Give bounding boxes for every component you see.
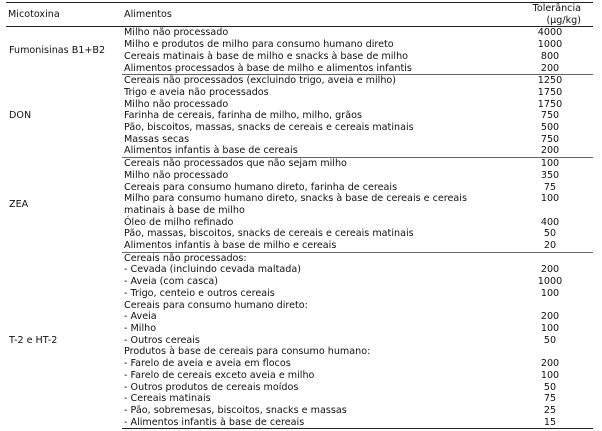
tolerance-cell: 200 [540,311,560,323]
food-cell: Produtos à base de cereais para consumo humano: [124,346,371,358]
food-cell: - Outros produtos de cereais moídos [124,381,299,393]
food-cell: - Outros cereais [124,334,200,346]
food-cell: - Milho [124,322,157,334]
table-row [6,158,593,170]
food-cell: - Aveia [124,311,157,323]
table-row [6,75,593,87]
header-tolerance: Tolerância (µg/kg) [507,3,593,27]
tolerance-cell: 1750 [537,86,563,98]
food-cell: - Cevada (incluindo cevada maltada) [124,264,301,276]
food-cell: Alimentos infantis à base de milho e cereais [122,240,507,252]
table-row [6,252,593,264]
food-cell: - Pão, sobremesas, biscoitos, snacks e massas [124,404,347,416]
food-cell: Pão, biscoitos, massas, snacks de cereais e cereais matinais [124,122,414,134]
tolerance-cell: 75 [543,393,557,405]
tolerance-cell: 50 [543,381,557,393]
food-cell: Milho não processado [124,98,229,110]
tolerance-cell: 20 [507,240,593,252]
food-cell: Cereais para consumo humano direto, farinha de cereais [124,181,398,193]
table-body [6,27,593,429]
tolerance-cell: 400 [540,216,560,228]
food-cell: Cereais não processados: [124,252,247,264]
tolerance-cell: 15 [507,417,593,429]
header-foods: Alimentos [122,3,507,27]
mycotoxin-name: Fumonisinas B1+B2 [9,45,106,57]
food-cell: - Aveia (com casca) [124,276,219,288]
tolerance-cell: 200 [507,145,593,157]
header-row [6,3,593,27]
mycotoxin-name: T-2 e HT-2 [9,334,58,346]
food-cell: Cereais para consumo humano direto: [124,299,308,311]
food-cell: Farinha de cereais, farinha de milho, milho, grãos [124,110,362,122]
food-cell: Trigo e aveia não processados [124,86,269,98]
mycotoxin-name: DON [9,110,32,122]
header-mycotoxin: Micotoxina [6,3,122,27]
tolerance-cell: 750 [540,110,560,122]
tolerance-cell: 25 [543,404,557,416]
food-cell: Cereais matinais à base de milho e snacks à base de milho [124,50,409,62]
food-cell: Massas secas [124,133,190,145]
food-cell: - Trigo, centeio e outros cereais [124,287,275,299]
tolerance-cell [507,300,593,312]
food-cell: Cereais não processados que não sejam milho [124,158,347,170]
food-cell: - Alimentos infantis à base de cereais [122,417,507,429]
food-cell: Alimentos infantis à base de cereais [122,145,507,157]
food-cell: - Farelo de aveia e aveia em flocos [124,358,291,370]
food-cell: Milho não processado [124,27,229,39]
food-cell: Milho e produtos de milho para consumo humano direto [124,39,394,51]
tolerance-cell: 100 [540,369,560,381]
tolerance-cell: 50 [543,334,557,346]
tolerance-cell: 100 [540,193,560,205]
tolerance-cell: 350 [540,169,560,181]
food-cell: Pão, massas, biscoitos, snacks de cereais e cereais matinais [124,228,414,240]
food-cell: - Farelo de cereais exceto aveia e milho [124,369,315,381]
mycotoxin-name: ZEA [9,199,29,211]
food-cell: Cereais não processados (excluindo trigo, aveia e milho) [124,75,397,87]
mycotoxin-tolerance-table [6,2,593,429]
tolerance-cell: 1750 [537,98,563,110]
food-cell: Milho para consumo humano direto, snacks à base de cereais e cereais matinais à base de milho [124,193,467,216]
tolerance-cell: 200 [540,358,560,370]
tolerance-cell: 500 [540,122,560,134]
food-cell: Alimentos processados à base de milho e alimentos infantis [122,63,507,75]
tolerance-cell [507,252,593,264]
food-cell: Óleo de milho refinado [124,216,234,228]
tolerance-cell: 50 [543,228,557,240]
tolerance-cell: 750 [540,133,560,145]
tolerance-cell: 4000 [537,27,563,39]
tolerance-cell: 800 [540,50,560,62]
tolerance-cell: 100 [540,287,560,299]
tolerance-cell [507,346,593,358]
tolerance-cell: 1000 [537,276,563,288]
tolerance-cell: 75 [543,181,557,193]
tolerance-cell: 200 [507,63,593,75]
food-cell: Milho não processado [124,169,229,181]
tolerance-cell: 200 [540,264,560,276]
tolerance-cell: 1000 [537,39,563,51]
table-row [6,27,593,39]
tolerance-cell: 100 [540,158,560,170]
food-cell: - Cereais matinais [124,393,211,405]
tolerance-cell: 100 [540,322,560,334]
tolerance-cell: 1250 [537,75,563,87]
